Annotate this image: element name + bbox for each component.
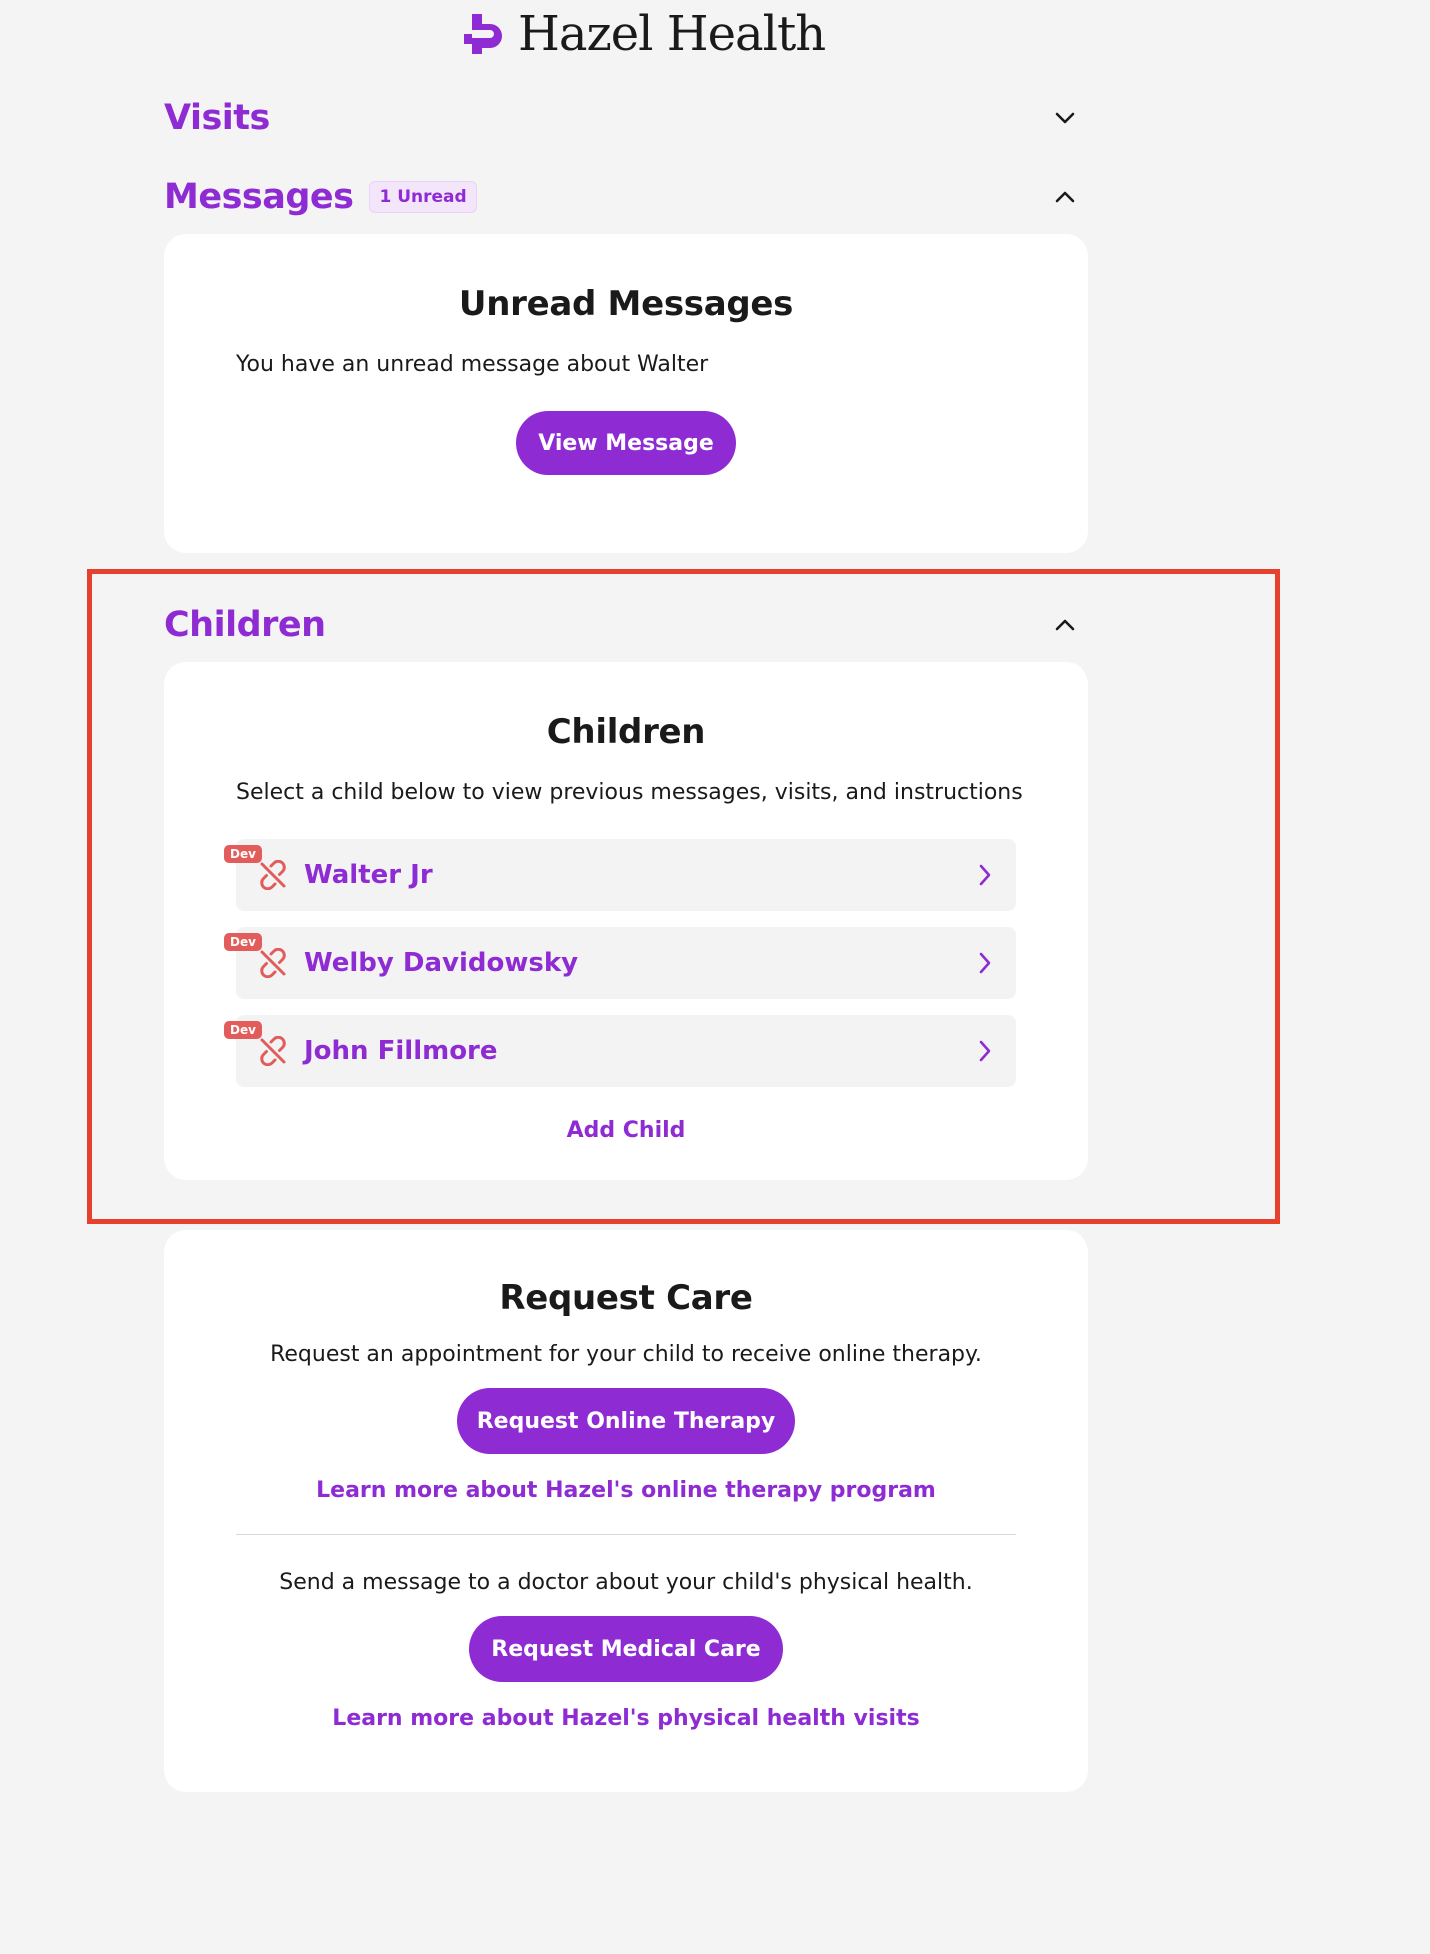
therapy-program-link[interactable]: Learn more about Hazel's online therapy program — [316, 1478, 936, 1503]
children-title: Children — [164, 605, 326, 645]
hazel-health-logo[interactable] — [464, 6, 825, 62]
child-name: Walter Jr — [304, 860, 433, 890]
request-care-title: Request Care — [499, 1278, 753, 1318]
medical-description: Send a message to a doctor about your child's physical health. — [279, 1570, 973, 1595]
unread-message-text: You have an unread message about Walter — [236, 352, 709, 377]
chevron-down-icon[interactable] — [1054, 107, 1076, 129]
unread-messages-title: Unread Messages — [458, 284, 794, 324]
request-care-card — [164, 1230, 1088, 1792]
child-name: Welby Davidowsky — [304, 948, 579, 978]
request-medical-care-button[interactable]: Request Medical Care — [469, 1616, 783, 1682]
view-message-button[interactable]: View Message — [516, 411, 736, 475]
unread-messages-card — [164, 234, 1088, 553]
hazel-logo-icon — [464, 12, 504, 56]
divider — [236, 1534, 1016, 1535]
dev-tag: Dev — [224, 933, 262, 951]
dev-tag: Dev — [224, 1021, 262, 1039]
brand-name: Hazel Health — [518, 6, 826, 62]
physical-health-visits-link[interactable]: Learn more about Hazel's physical health visits — [332, 1706, 920, 1731]
visits-section-header[interactable] — [164, 93, 1088, 143]
request-online-therapy-button[interactable]: Request Online Therapy — [457, 1388, 795, 1454]
highlight-box — [87, 569, 1280, 1224]
children-card-title: Children — [546, 712, 706, 752]
dev-tag: Dev — [224, 845, 262, 863]
child-name: John Fillmore — [304, 1036, 498, 1066]
therapy-description: Request an appointment for your child to receive online therapy. — [270, 1342, 982, 1367]
visits-title: Visits — [164, 98, 270, 138]
messages-title: Messages — [164, 177, 354, 217]
unread-badge: 1 Unread — [369, 181, 476, 213]
chevron-up-icon[interactable] — [1054, 186, 1076, 208]
children-instructions: Select a child below to view previous messages, visits, and instructions — [236, 780, 1023, 805]
messages-section-header[interactable] — [164, 172, 1088, 222]
add-child-link[interactable]: Add Child — [566, 1118, 686, 1143]
